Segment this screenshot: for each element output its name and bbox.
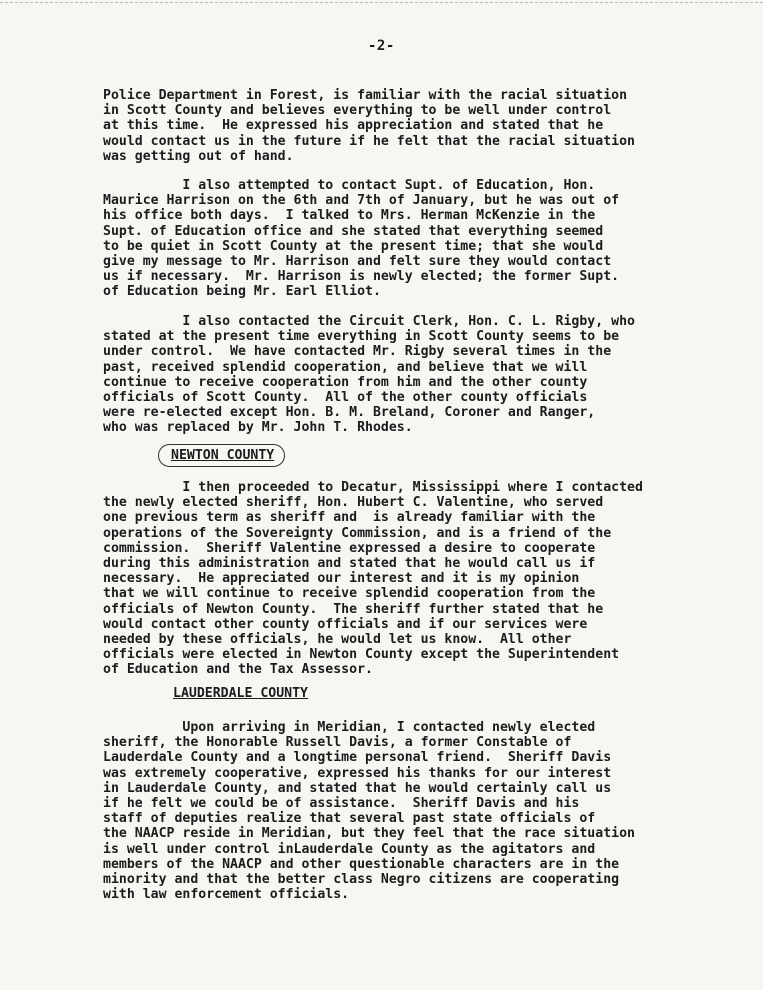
paragraph-scott-police: Police Department in Forest, is familiar with the racial situation in Scott County and believes everything to be well under control at this time. He expressed his appreciation and stated that he would contact us in the future if he felt that the racial situation was getting out of hand.: [103, 88, 635, 164]
page-number: -2-: [368, 38, 395, 54]
paragraph-newton-county: I then proceeded to Decatur, Mississippi where I contacted the newly elected sheriff, Hon. Hubert C. Valentine, who served one previous term as sheriff and is already familiar with the operations of the Sovereignty Commission, and is a friend of the commission. Sheriff Valentine expressed a desire to cooperate during this administration and stated that he would call us if necessary. He appreciated our interest and it is my opinion that we will continue to receive splendid cooperation from the officials of Newton County. The sheriff further stated that he would contact other county officials and if our services were needed by these officials, he would let us know. All other officials were elected in Newton County except the Superintendent of Education and the Tax Assessor.: [103, 480, 643, 678]
paragraph-lauderdale-county: Upon arriving in Meridian, I contacted newly elected sheriff, the Honorable Russell Davis, a former Constable of Lauderdale County and a longtime personal friend. Sheriff Davis was extremely cooperative, expressed his thanks for our interest in Lauderdale County, and stated that he would certainly call us if he felt we could be of assistance. Sheriff Davis and his staff of deputies realize that several past state officials of the NAACP reside in Meridian, but they feel that the race situation is well under control inLauderdale County as the agitators and members of the NAACP and other questionable characters are in the minority and that the better class Negro citizens are cooperating with law enforcement officials.: [103, 720, 635, 903]
paragraph-supt-education: I also attempted to contact Supt. of Education, Hon. Maurice Harrison on the 6th and 7th of January, but he was out of his office both days. I talked to Mrs. Herman McKenzie in the Supt. of Education office and she stated that everything seemed to be quiet in Scott County at the present time; that she would give my message to Mr. Harrison and felt sure they would contact us if necessary. Mr. Harrison is newly elected; the former Supt. of Education being Mr. Earl Elliot.: [103, 178, 620, 300]
page-top-edge: [0, 2, 763, 3]
heading-lauderdale-county: LAUDERDALE COUNTY: [173, 686, 308, 701]
paragraph-circuit-clerk: I also contacted the Circuit Clerk, Hon. C. L. Rigby, who stated at the present time everything in Scott County seems to be under control. We have contacted Mr. Rigby several times in the past, received splendid cooperation, and believe that we will continue to receive cooperation from him and the other county officials of Scott County. All of the other county officials were re-elected except Hon. B. M. Breland, Coroner and Ranger, who was replaced by Mr. John T. Rhodes.: [103, 314, 635, 436]
heading-newton-county: NEWTON COUNTY: [158, 444, 285, 467]
